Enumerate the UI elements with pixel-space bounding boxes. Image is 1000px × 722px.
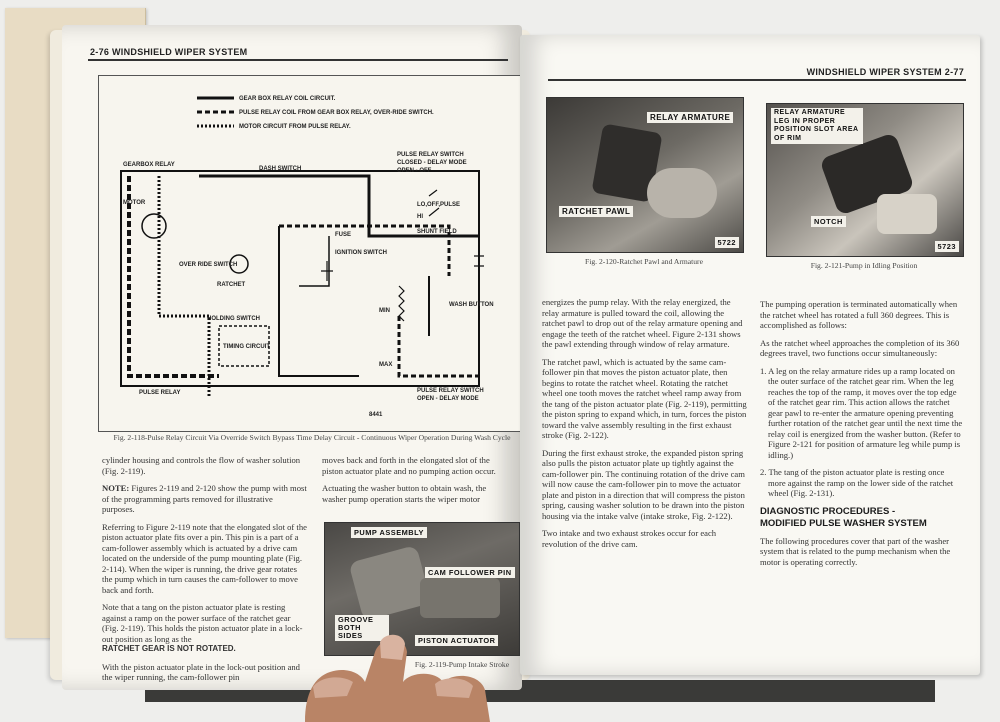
note-label: NOTE:: [102, 483, 130, 493]
label-min: MIN: [379, 308, 390, 314]
fig-2-121-caption: Fig. 2-121-Pump in Idling Position: [810, 261, 918, 270]
left-col2-p2: Actuating the washer button to obtain wash, the washer pump operation starts the wiper motor: [322, 483, 487, 504]
left-col1-p1: cylinder housing and controls the flow of washer solution (Fig. 2-119).: [102, 455, 301, 476]
header-rule: [88, 59, 508, 61]
photo2-code: 5723: [935, 241, 959, 252]
right-col1-p3: During the first exhaust stroke, the expanded piston spring also pulls the piston actuator plate up tightly against the cam-follower pin. The continuing rotation of the drive cam will now cause the cam-follower pin to move the actuator plate and piston in a direction that will compress the piston spring, causing washer solution to be drawn into the piston housing via the intake valve (intake stroke, Fig. 2-122).: [542, 447, 745, 521]
label-pulse-relay: PULSE RELAY: [139, 390, 181, 396]
label-fuse: FUSE: [335, 232, 352, 238]
label-code: 8441: [369, 412, 383, 418]
diagnostic-heading-2: MODIFIED PULSE WASHER SYSTEM: [760, 517, 927, 529]
label-motor: MOTOR: [123, 200, 146, 206]
label-dash-switch: DASH SWITCH: [259, 166, 302, 172]
header-rule-right: [548, 79, 966, 81]
right-col2-p1: The pumping operation is terminated automatically when the ratchet wheel has rotated a full 360 degrees. This is accomplished as follows:: [760, 299, 958, 330]
fig-2-120-caption: Fig. 2-120-Ratchet Pawl and Armature: [585, 257, 703, 266]
label-pulse-relay-bottom: PULSE RELAY SWITCH: [417, 388, 484, 394]
label-shunt-field: SHUNT FIELD: [417, 229, 457, 235]
legend-2: PULSE RELAY COIL FROM GEAR BOX RELAY, OVER-RIDE SWITCH.: [239, 110, 434, 116]
hand-image: [285, 612, 515, 722]
label-holding: HOLDING SWITCH: [207, 316, 260, 322]
legend-3: MOTOR CIRCUIT FROM PULSE RELAY.: [239, 124, 351, 130]
photo-label-groove: GROOVE BOTH SIDES: [335, 615, 389, 641]
fig-2-119-caption: Fig. 2-119-Pump Intake Stroke: [414, 660, 510, 669]
left-col2-p1: moves back and forth in the elongated slot of the piston actuator plate and no pumping action occur.: [322, 455, 496, 476]
left-col-2: [322, 455, 512, 511]
label-over-ride: OVER RIDE SWITCH: [179, 262, 238, 268]
wiring-diagram: [98, 75, 522, 432]
photo2-label-armature-leg: RELAY ARMATURE LEG IN PROPER POSITION SLOT AREA OF RIM: [771, 108, 863, 144]
label-lo-off-pulse: LO,OFF,PULSE: [417, 202, 461, 208]
legend-1: GEAR BOX RELAY COIL CIRCUIT.: [239, 96, 336, 102]
fig-2-118-caption: Fig. 2-118-Pulse Relay Circuit Via Override Switch Bypass Time Delay Circuit - Continuous Wiper Operation During Wash Cycle: [113, 433, 511, 442]
label-max: MAX: [379, 362, 393, 368]
right-col2-p3: The following procedures cover that part of the washer system that is related to the pump mechanism when the motor is operating correctly.: [760, 535, 951, 567]
photo-label-pump: PUMP ASSEMBLY: [351, 527, 427, 538]
photo-label-piston: PISTON ACTUATOR: [415, 635, 498, 646]
label-wash: WASH BUTTON: [449, 302, 494, 308]
note-text: Figures 2-119 and 2-120 show the pump with most of the programming parts removed for illustrative purposes.: [102, 483, 307, 514]
right-col1-p4: Two intake and two exhaust strokes occur for each revolution of the drive cam.: [542, 528, 717, 549]
left-page-header: 2-76 WINDSHIELD WIPER SYSTEM: [90, 47, 248, 57]
label-open-off: OPEN - OFF: [397, 168, 432, 174]
label-timing: TIMING CIRCUIT: [223, 344, 270, 350]
label-open-delay: OPEN - DELAY MODE: [417, 396, 479, 402]
right-col2-item1: 1. A leg on the relay armature rides up a ramp located on the outer surface of the ratchet gear rim. When the leg reaches the top of the ramp, it moves over the top edge of the ratchet gear rim. This action allows the ratchet gear pawl to re-enter the armature opening preventing further rotation of the ratchet gear until the next time the relay coil is energized from the washer button. (Refer to Figure 2-121 for position of armature leg while pump is idling.): [760, 365, 963, 460]
left-col1-p4: With the piston actuator plate in the lock-out position and the wiper running, the cam-follower pin: [102, 661, 300, 682]
rim-shape: [877, 194, 937, 234]
label-hi: HI: [417, 214, 423, 220]
photo1-code: 5722: [715, 237, 739, 248]
left-col1-note: [102, 483, 307, 515]
photo1-label-armature: RELAY ARMATURE: [647, 112, 733, 123]
diagnostic-heading-1: DIAGNOSTIC PROCEDURES -: [760, 505, 896, 517]
wheel-shape: [647, 168, 717, 218]
pump-idling-photo: [766, 103, 964, 257]
label-gearbox-relay: GEARBOX RELAY: [123, 162, 175, 168]
right-col1-p1: energizes the pump relay. With the relay energized, the relay armature is pulled toward the coil, allowing the ratchet pawl to drop out of the relay armature opening and engage the teeth of the ratchet wheel. Figure 2-131 shows the pawl extending through window of relay armature.: [542, 297, 743, 349]
left-col-1: [102, 455, 307, 690]
right-col2-item2: 2. The tang of the piston actuator plate is resting once more against the ramp on the lower side of the ratchet wheel (Fig. 2-131).: [760, 467, 954, 498]
left-col1-p2: Referring to Figure 2-119 note that the elongated slot of the piston actuator plate fits over a pin. This pin is a part of a cam-follower assembly which is actuated by a drive cam located on the underside of the pump mounting plate (Fig. 2-114). When the wiper is running, the drive gear rotates the pump which in turn causes the cam-follower to move back and forth.: [102, 521, 307, 595]
photo-label-cam: CAM FOLLOWER PIN: [425, 567, 515, 578]
label-ignition: IGNITION SWITCH: [335, 250, 387, 256]
right-page: [520, 35, 980, 675]
wiring-diagram-svg: [99, 76, 521, 431]
right-page-header: WINDSHIELD WIPER SYSTEM 2-77: [806, 67, 964, 77]
left-col1-bold: RATCHET GEAR IS NOT ROTATED.: [102, 644, 236, 653]
label-ratchet: RATCHET: [217, 282, 246, 288]
ratchet-pawl-photo: [546, 97, 744, 253]
right-col2-p2: As the ratchet wheel approaches the completion of its 360 degrees travel, two functions occur simultaneously:: [760, 337, 960, 358]
photo1-label-pawl: RATCHET PAWL: [559, 206, 633, 217]
left-col1-p3: Note that a tang on the piston actuator plate is resting against a ramp on the power surface of the ratchet gear (Fig. 2-119). This holds the piston actuator plate in a lock-out position as long as the: [102, 602, 303, 644]
right-col1-p2: The ratchet pawl, which is actuated by the same cam-follower pin that moves the piston actuator plate, then begins to rotate the ratchet wheel. Rotating the ratchet wheel one tooth moves the ratchet wheel ramp away from the tang of the piston actuator plate (Fig. 2-119), permitting the piston spring to expand which, in turn, forces the piston toward the valve assembly resulting in the first exhaust stroke (Fig. 2-122).: [542, 356, 747, 440]
right-col-2: [760, 299, 964, 574]
right-col-1: [542, 297, 747, 556]
photo2-label-notch: NOTCH: [811, 216, 846, 227]
label-closed-delay: CLOSED - DELAY MODE: [397, 160, 467, 166]
label-pulse-relay-top: PULSE RELAY SWITCH: [397, 152, 464, 158]
left-page: [62, 25, 522, 690]
